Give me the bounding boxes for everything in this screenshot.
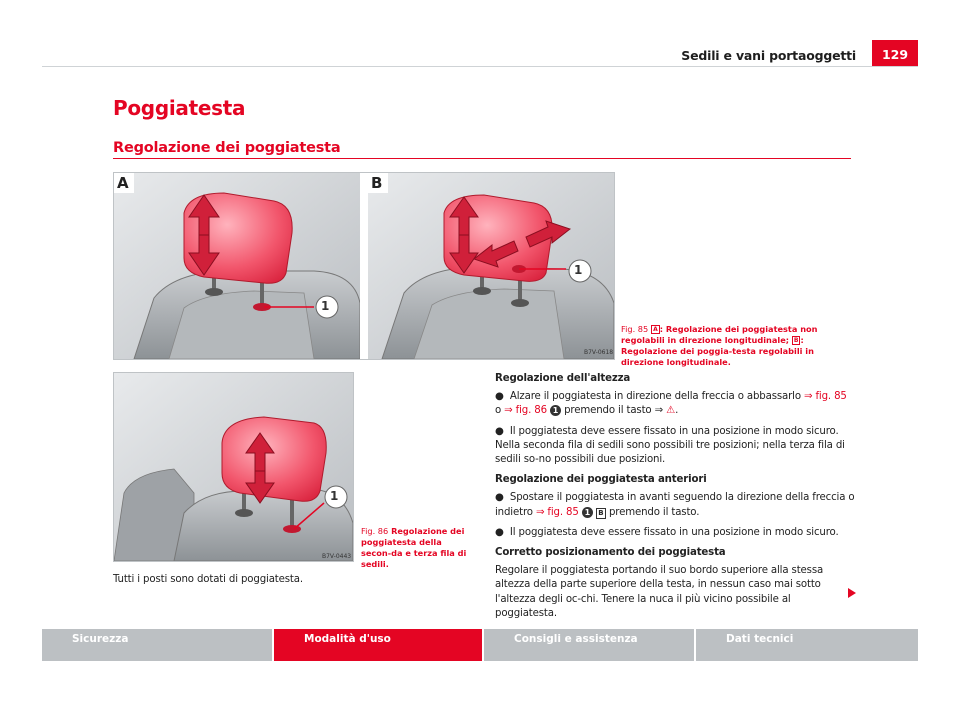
intro-sentence: Tutti i posti sono dotati di poggiatesta.: [113, 574, 303, 585]
figure-85-caption: [621, 324, 857, 368]
callout-1-a: 1: [321, 299, 330, 313]
callout-1-icon: 1: [582, 507, 593, 518]
bullet-3-post: premendo il tasto.: [605, 506, 700, 518]
caption-box-b: B: [793, 337, 799, 344]
warning-triangle-icon[interactable]: ⚠: [666, 405, 676, 417]
running-header-title: Sedili e vani portaoggetti: [681, 48, 856, 63]
bullet-1-post: premendo il tasto ⇒: [561, 405, 667, 417]
subsection-rule: [113, 158, 851, 159]
bullet-4: ● Il poggiatesta deve essere fissato in una posizione in modo sicuro.: [495, 526, 839, 538]
positioning-paragraph: Regolare il poggiatesta portando il suo bordo superiore alla stessa altezza della parte superiore della testa, in nessun caso mai sotto l'altezza degli oc-chi. Tenere la nuca il più vicino possibile al poggiatesta.: [495, 565, 824, 619]
ref-fig-85-link[interactable]: ⇒ fig. 85: [804, 391, 847, 403]
bullet-3: ● Spostare il poggiatesta in avanti seguendo la direzione della freccia o indietro ⇒ fig. 85 1 B premendo il tasto.: [495, 492, 855, 518]
section-heading: Poggiatesta: [113, 96, 246, 120]
caption-box-a: A: [653, 326, 658, 333]
body-text: [495, 372, 855, 627]
callout-1-b: 1: [574, 263, 583, 277]
bullet-1: ● Alzare il poggiatesta in direzione della freccia o abbassarlo ⇒ fig. 85 o ⇒ fig. 86 1 premendo il tasto ⇒ ⚠.: [495, 391, 847, 417]
figure-86: [113, 372, 354, 562]
figure-86-illustration: [114, 373, 353, 561]
caption-part1: : Regolazione dei poggiatesta non regolabili in direzione longitudinale;: [621, 324, 818, 345]
callout-1: 1: [330, 489, 339, 503]
figure-code: B7V-0618: [584, 349, 614, 356]
continue-arrow-icon: [848, 588, 856, 598]
subheading-front: Regolazione dei poggiatesta anteriori: [495, 474, 707, 486]
tab-consigli-assistenza[interactable]: Consigli e assistenza: [484, 629, 694, 661]
caption-label: Fig. 85: [621, 324, 649, 334]
box-b-icon: B: [596, 508, 606, 519]
figure-code: B7V-0443: [322, 553, 352, 560]
ref-fig-85-link[interactable]: ⇒ fig. 85: [535, 506, 579, 518]
figure-85-illustration: [114, 173, 614, 359]
bullet-2-text: Il poggiatesta deve essere fissato in una posizione in modo sicuro. Nella seconda fila di sedili sono possibili tre posizioni; nella terza fila di sedili so-no possibili due posizioni.: [495, 425, 845, 466]
subsection-heading: Regolazione dei poggiatesta: [113, 140, 341, 156]
caption-part2: : Regolazione dei poggia-testa regolabili in direzione longitudinale.: [621, 335, 814, 367]
header-rule: [42, 66, 918, 67]
figure-85: [113, 172, 615, 360]
bullet-3-pre: Spostare il poggiatesta in avanti seguendo la direzione della freccia o indietro: [495, 492, 855, 518]
figure-86-caption: [361, 526, 467, 570]
bullet-1-pre: Alzare il poggiatesta in direzione della freccia o abbassarlo: [509, 391, 805, 403]
tab-dati-tecnici[interactable]: Dati tecnici: [696, 629, 918, 661]
tab-sicurezza[interactable]: Sicurezza: [42, 629, 272, 661]
panel-b-letter: B: [371, 174, 383, 192]
bullet-2: ● Il poggiatesta deve essere fissato in una posizione in modo sicuro. Nella seconda fila di sedili sono possibili tre posizioni; nella terza fila di sedili so-no possibili due posizioni.: [495, 425, 845, 466]
page-number: 129: [872, 40, 918, 67]
panel-a-letter: A: [117, 174, 129, 192]
bullet-1-mid: o: [495, 405, 505, 417]
tab-modalita-duso[interactable]: Modalità d'uso: [274, 629, 482, 661]
bullet-4-text: Il poggiatesta deve essere fissato in una posizione in modo sicuro.: [509, 526, 839, 538]
ref-fig-86-link[interactable]: ⇒ fig. 86: [504, 405, 547, 417]
callout-1-icon: 1: [550, 405, 561, 416]
subheading-positioning: Corretto posizionamento dei poggiatesta: [495, 547, 726, 559]
caption-label: Fig. 86: [361, 526, 389, 536]
subheading-height: Regolazione dell'altezza: [495, 373, 631, 384]
footer-nav: [42, 629, 918, 661]
caption-text: Regolazione dei poggiatesta della secon-da e terza fila di sedili.: [361, 526, 467, 569]
